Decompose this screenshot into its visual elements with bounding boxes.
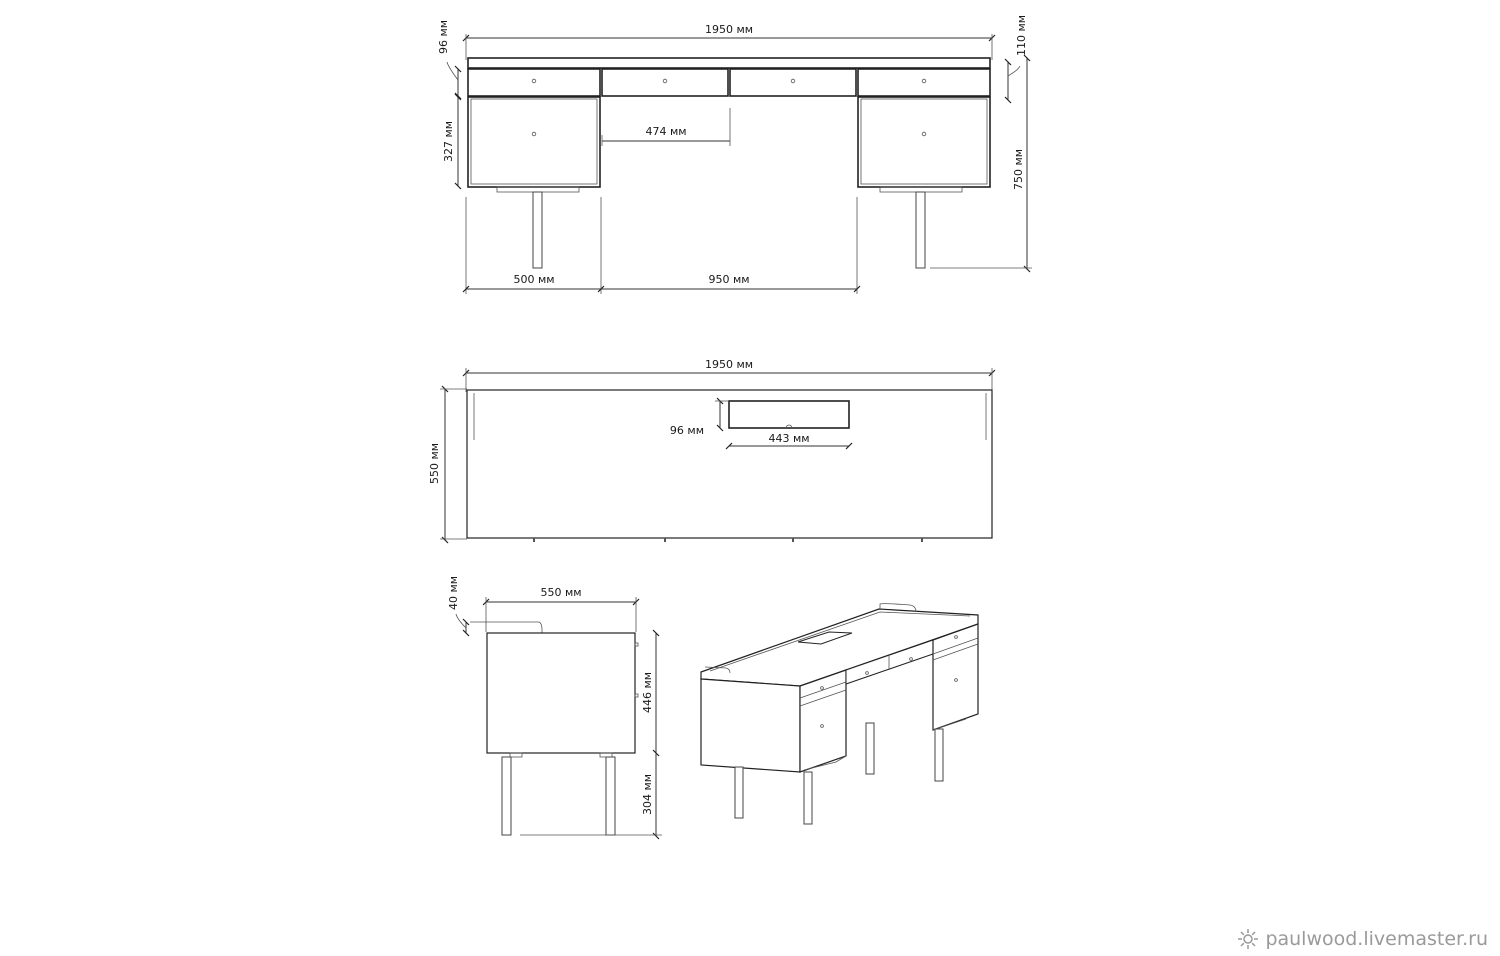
front-total-height-label: 750 мм bbox=[1012, 148, 1025, 190]
front-inner-drawer-label: 474 мм bbox=[645, 125, 687, 138]
perspective-view bbox=[701, 604, 978, 824]
side-depth-label: 550 мм bbox=[540, 586, 582, 599]
side-leg-height-label: 304 мм bbox=[641, 773, 654, 815]
front-knee-space-label: 950 мм bbox=[708, 273, 750, 286]
top-depth-label: 550 мм bbox=[428, 442, 441, 484]
front-drawer-height-label: 327 мм bbox=[442, 120, 455, 162]
top-cutout-depth-label: 96 мм bbox=[669, 424, 704, 437]
sun-icon bbox=[1237, 928, 1259, 950]
watermark-text: paulwood.livemaster.ru bbox=[1265, 928, 1488, 950]
top-width-label: 1950 мм bbox=[704, 358, 754, 371]
top-cutout-width-label: 443 мм bbox=[768, 432, 810, 445]
front-width-label: 1950 мм bbox=[704, 23, 754, 36]
front-gap-height-label: 110 мм bbox=[1015, 14, 1028, 56]
side-rail-label: 40 мм bbox=[447, 575, 460, 610]
front-top-height-label: 96 мм bbox=[437, 19, 450, 54]
side-view bbox=[447, 576, 662, 836]
watermark bbox=[1237, 928, 1488, 950]
top-view bbox=[428, 358, 992, 542]
front-view bbox=[437, 15, 1032, 294]
front-pedestal-width-label: 500 мм bbox=[513, 273, 555, 286]
side-body-height-label: 446 мм bbox=[641, 671, 654, 713]
